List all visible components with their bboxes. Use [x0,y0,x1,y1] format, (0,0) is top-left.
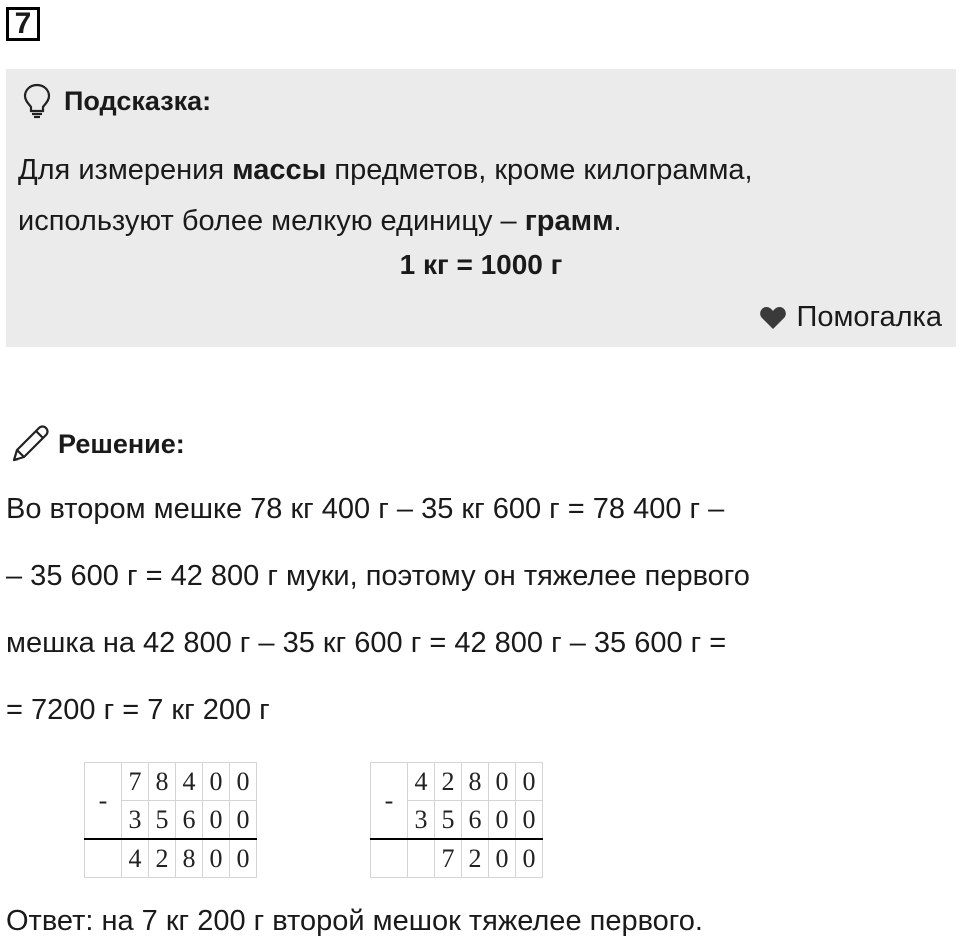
hint-line-2 [18,196,938,247]
minus-sign: - [85,763,122,840]
digit-cell: 0 [230,763,257,801]
digit-cell: 0 [203,801,230,840]
hint-text [18,145,938,247]
pencil-icon [8,422,52,466]
solution-heading [8,422,185,466]
hint-title: Подсказка: [64,85,212,116]
column-subtraction-2 [370,762,543,878]
digit-cell: 8 [176,839,203,878]
column-subtraction-1 [84,762,257,878]
solution-line: мешка на 42 800 г – 35 кг 600 г = 42 800 г – 35 600 г = [6,627,727,659]
digit-cell: 0 [516,839,543,878]
digit-cell: 0 [230,839,257,878]
digit-cell: 5 [435,801,462,840]
hint-formula: 1 кг = 1000 г [399,249,563,280]
digit-cell: 0 [516,801,543,840]
digit-cell: 0 [489,839,516,878]
hint-heading [22,83,211,119]
solution-line: = 7200 г = 7 кг 200 г [6,694,270,726]
digit-cell: 6 [176,801,203,840]
hint-text-part: Для измерения [18,154,233,186]
digit-cell: 0 [203,763,230,801]
hint-text-part: . [613,205,622,237]
hint-box [6,69,956,347]
empty-cell [371,839,408,878]
digit-cell: 2 [462,839,489,878]
digit-cell: 8 [149,763,176,801]
hint-line-1 [18,145,938,196]
digit-cell: 0 [203,839,230,878]
answer-text: Ответ: на 7 кг 200 г второй мешок тяжелее первого. [6,905,703,937]
hint-term-gram: грамм [524,205,614,237]
brand-label: Помогалка [796,301,942,333]
digit-cell: 4 [176,763,203,801]
heart-icon [759,306,787,330]
hint-text-part: используют более мелкую единицу – [18,205,525,237]
hint-term-mass: массы [232,154,327,186]
digit-cell: 3 [122,801,149,840]
digit-cell: 0 [230,801,257,840]
minus-sign: - [371,763,408,840]
digit-cell: 4 [408,763,435,801]
digit-cell: 7 [435,839,462,878]
digit-cell: 0 [489,763,516,801]
lightbulb-icon [22,83,52,119]
digit-cell: 2 [435,763,462,801]
task-number: 7 [6,7,40,41]
digit-cell: 4 [122,839,149,878]
digit-cell: 3 [408,801,435,840]
empty-cell [85,839,122,878]
digit-cell: 5 [149,801,176,840]
digit-cell: 7 [122,763,149,801]
digit-cell [408,839,435,878]
hint-text-part: предметов, кроме килограмма, [326,154,753,186]
solution-title: Решение: [58,428,185,459]
digit-cell: 0 [489,801,516,840]
brand-link[interactable] [759,301,942,334]
digit-cell: 8 [462,763,489,801]
digit-cell: 0 [516,763,543,801]
solution-line: – 35 600 г = 42 800 г муки, поэтому он тяжелее первого [6,560,750,592]
digit-cell: 2 [149,839,176,878]
digit-cell: 6 [462,801,489,840]
solution-line: Во втором мешке 78 кг 400 г – 35 кг 600 г = 78 400 г – [6,493,725,525]
